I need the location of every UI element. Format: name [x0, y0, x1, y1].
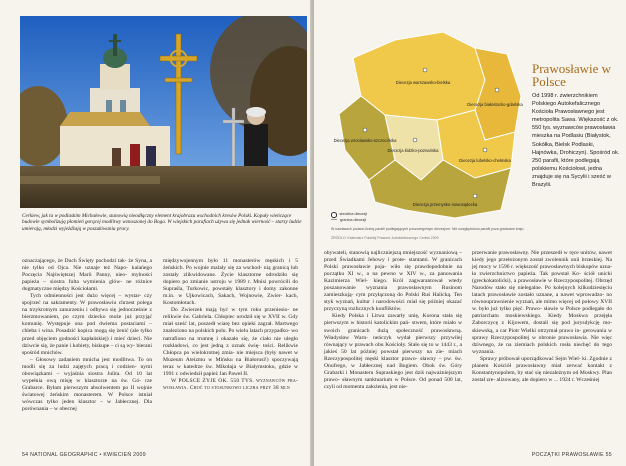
- legend-item: granica diecezji: [331, 218, 367, 223]
- seat-icon: [331, 212, 337, 218]
- sidebar: [532, 62, 620, 189]
- right-text-column-1: [324, 250, 462, 391]
- border-line-icon: [331, 219, 337, 220]
- left-folio: 54 NATIONAL GEOGRAPHIC • KWIECIEŃ 2009: [22, 452, 146, 458]
- paragraph: – Głosowy zadaniem mnicha jest modlitwa. To on modli się za ludzi zajętych pracą i codzien- nymi obowiązkami – wyjaśnia siostra Julita. Od 10 lat wypełnia ową misję w klasztorze na św. Gó- rze Grabarce. Byłam pierwszym absolwentem po II wojnie światowej żeńskim monasterem. W Polsce istniał wówczas tylko jeden klasztor – w Jabłecznej. Dla porównania – w obecnej: [22, 356, 152, 412]
- sidebar-title: Prawosławie w Polsce: [532, 61, 612, 89]
- map-label: Diecezja warszawsko-bielska: [395, 80, 451, 85]
- right-page: [314, 0, 626, 466]
- photo-caption: Cerkiew, jak ta w podlaskim Michałowie, stanowią nieodłączny element krajobrazu wschodnich kresów Polski. Kopuły wieńczące budowle symbolizują płomień gorącej modlitwy wznoszonej do Boga. W wiejskich parafiach używa się jednak wierność – starzy ludzie umierają, młodzi wyjeżdżają w poszukiwaniu pracy.: [22, 213, 302, 232]
- map-label: Diecezja przemysko-nowosądecka: [412, 202, 478, 207]
- paragraph: Tych odmienności jest dużo więcej – wystar- czy spojrzeć na sakramenty. W prawosławiu chrzest polega na trzykrotnym zanurzeniu i odbywa się jednocześnie z bierzmowaniem, po czym dziecko może już przyjąć komunię. Występuje ona pod dwiema postaciami – chleba i wina. Posadzić kopica mogą się żenić (ale tylko przed objęciem godności kapłańskiej) i mieć dzieci. Nie dziwcie się, że panie i kobiety, biskupe – ci są wy- bierani spośród mnichów.: [22, 293, 152, 356]
- left-page: [0, 0, 312, 466]
- map-label: Diecezja wrocławsko-szczecińska: [333, 138, 397, 143]
- sidebar-text: Od 1998 r. zwierzchnikiem Polskiego Autokefalicznego Kościoła Prawosławnego jest metropolita Sawa. Większość z ok. 550 tys. wyznawców prawosławia mieszka na Podlasiu (Białystok, Sokółka, Bielsk Podlaski, Hajnówka, Drohiczyn). Spośród ok. 250 parafii, które podlegają polskiemu Kościołowi, jedna znajduje się na Sycylii i sześć w Brazylii.: [532, 93, 620, 189]
- map-label: Diecezja lubelsko-chełmska: [459, 158, 511, 163]
- paragraph: Sprawy próbował uporządkować Sejm Wiel- ki. Zgodnie z planem Kościół prawosławny miał zerwać kontakt z Konstantynopolem, by stać się niezależnym od Moskwy. Plan został zre- alizowany, ale dopiero w ... 1924 r. Wcześniej: [472, 355, 612, 383]
- map-label: Diecezja łódzko-poznańska: [387, 148, 439, 153]
- map-source: ŹRÓDŁO: Kalendarz Polskiej Prawosł. Autokefalicznego Cerkwi 2009: [331, 236, 439, 240]
- legend-item: siedziba diecezji: [331, 212, 367, 218]
- right-text-column-2: [472, 250, 612, 384]
- paragraph: W POLSCE ŻYJE OK. 550 TYS. wyznawców pra- wosławia. Choć to stosunkowo liczba przy 38 mln: [163, 377, 298, 391]
- right-folio: POCZĄTKI PRAWOSŁAWIE 55: [531, 452, 612, 458]
- paragraph: Kiedy Polska i Litwa zawarły unię, Korona stała się pierwszym w historii katolickim pań- stwem, które miało w swoich granicach dużą społeczność prawosławną. Władysław Warn- neńczyk wydał pierwszy przywilej równający w prawach obu Kościoły. Stało się to w 1443 r., a jakieś 50 lat później powstał pierwszy na zie- miach Rzeczypospolitej męski klasztor prawo- sławny – pw. św. Onufrego, w Jabłecznej nad Bugiem. Obok św. Góry Grabarki i Monasteru Supraskiego jest dziś najważniejszym prawo- sławnym sanktuarium w Polsce. Od ponad 500 lat, czyli od momentu założenia, jest nie-: [324, 313, 462, 390]
- paragraph: obywateli, stanowią najliczniejszą mniejszość wyznaniową – przed Świadkami Jehowy i prote- stantami. W granicach Polski prawosławie poja- wiło się prawdopodobnie na początku XI w., a na pewno w XIV w., za panowania Kazimierza Wiel- kiego. Król zagwarantował wtedy poszanowanie wyznania prawosławnym Rusinom zamieszkują- cym przyłączoną do Polski Ruś Halicką. Ten styk wyznań, kultur i narodowości miał się później okazać przyczyną rozlicznych konfliktów.: [324, 250, 462, 313]
- map-label: Diecezja białostocko-gdańska: [467, 102, 523, 107]
- paragraph: oznaczającego, że Duch Święty pochodzi tak- że Syna, a nie tylko od Ojca. Nie uznaje też Napo- kalańego Poczęcia Najświętszej Marii Panny, nieo- mylności papieża – siostra fulta wymienia glów- ne różnice dogmatyczne między Kościołami.: [22, 258, 152, 293]
- paragraph: międzywojennym było 11 monasterów męskich i 5 żeńskich. Po wojnie malały się za wschod- nią granicą lub zostały zlikwidowane. Życie klasztorne odrodziło się dopiero po zmianie ustroju w 1989 r. Mnisi powrócili do Supraśla, Turkowic, powstały klasztory i domy zakonne m.in. w Ujkowicach, Sakach, Wojnowie, Zwier- kach, Kostomłotach.: [163, 258, 298, 307]
- map-note: W nawiasach podano liczbę parafii podlegających poszczególnym diecezjom. Nie uwzględniono parafii poza granicami kraju.: [331, 227, 525, 231]
- diocese-map: [325, 10, 540, 236]
- map-legend: [331, 212, 367, 222]
- paragraph: Do Zwierzek mają być w tym roku przeniesio- ne relikwie św. Gabriela. Chłopiec urodził się w XVII w. Gdy miał sześć lat, poszedł wiarę bez opieki zagrał. Martwego znalezionо na polskich polu. Po wielu latach przypadko- wo natrafiono na trumnę i okazało się, że ciało nie uległo rozkładowi, co jest jedną z oznak świę- tości. Relikwie Chłopca po wielokrotnej zmia- nie miejsca (były nawet w Muzeum Ateizmu w Mińsku na Białorusi!) spoczywają teraz w katedrze św. Mikołaja w Białymstoku, gdzie w 1991 r. odwiedził papież Jan Paweł II.: [163, 307, 298, 377]
- church-photo: [20, 16, 307, 208]
- left-text-column-2: [163, 258, 298, 392]
- paragraph: przerwanie prawosławny. Nie przeszedł w ręce unitów, nawet kiedy jego przełożonym został zwolennik unii brzeskiej. Na jej mocy w 1596 r. większość prawosławnych biskupów uzna- ła zwierzchnictwo papieża. Tak powstał Ko- ściół unicki (greckokatolicki), a prawosławie w Rzeczypospolitej. Obrzęd Narodów stało się nielegalne. Po kolejnych kilkudziesięciu latach prawosławie zostało uznane, a nawet wprowadzo- no równouprawnienie wyznań, ale mimo więcej od połowy XVII w. było już tylko pięć. Prawo- sławie w Polsce podlegało do patriarchatu moskiewskiego. Kiedy Moskwa przejęła Zaborczycę z Kijowem, dostali się pod jurysdykcję mo- skiewską, a car Piotr Wielki otrzymał prawo in- gerowania w sprawy Rzeczypospolitej w obronie prawosławia. Nie więc dziwnego, że na ziemiach polskich rosła niechęć do tego wyznania.: [472, 250, 612, 355]
- left-text-column-1: [22, 258, 152, 413]
